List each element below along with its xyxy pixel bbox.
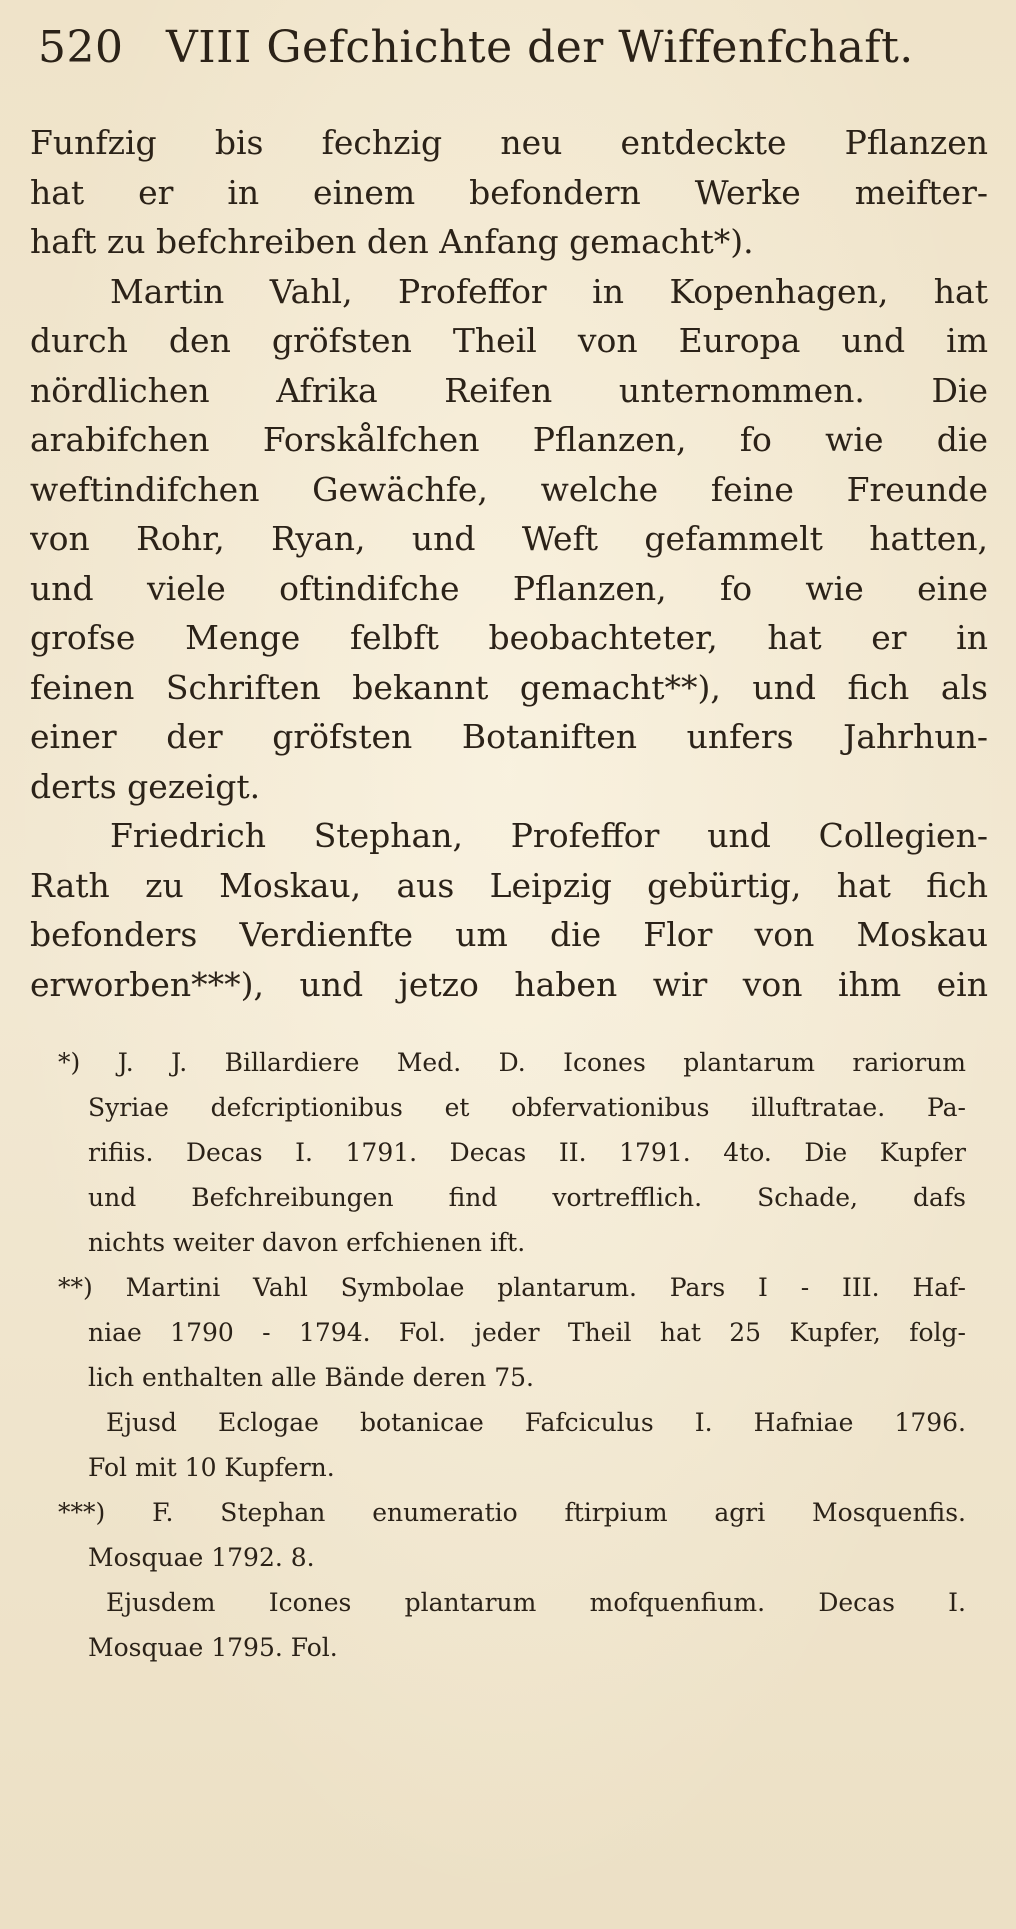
footnote-line: niae 1790 - 1794. Fol. jeder Theil hat 25 Kupfer, folg- [88,1318,966,1347]
text-line: einer der gröfsten Botaniften unfers Jahrhun- [30,717,988,756]
page-number: 520 [38,22,124,73]
text-line: erworben***), und jetzo haben wir von ihm ein [30,964,988,1004]
footnote-line: und Befchreibungen find vortrefflich. Schade, dafs [88,1183,966,1212]
text-line: Martin Vahl, Profeffor in Kopenhagen, hat [110,271,988,311]
footnote-line: nichts weiter davon erfchienen ift. [88,1228,526,1257]
text-line: derts gezeigt. [30,766,261,806]
text-line: Rath zu Moskau, aus Leipzig gebürtig, hat fich [30,865,988,905]
text-line: durch den gröfsten Theil von Europa und im [30,321,988,360]
text-line: arabifchen Forskålfchen Pflanzen, fo wie die [30,420,988,459]
footnote-line: lich enthalten alle Bände deren 75. [88,1363,534,1392]
text-line: Friedrich Stephan, Profeffor und Collegien- [110,816,988,855]
text-line: feinen Schriften bekannt gemacht**), und fich als [30,667,988,707]
footnote-line: Ejusdem Icones plantarum mofquenfium. Decas I. [106,1588,966,1617]
footnote-line: Mosquae 1795. Fol. [88,1633,338,1662]
page-title: VIII Gefchichte der Wiffenfchaft. [165,22,914,73]
text-line: hat er in einem befondern Werke meifter- [30,172,988,212]
text-line: Funfzig bis fechzig neu entdeckte Pflanzen [30,123,988,162]
footnote-line: rifiis. Decas I. 1791. Decas II. 1791. 4to. Die Kupfer [88,1138,966,1167]
text-line: weftindifchen Gewächfe, welche feine Freunde [30,469,988,509]
text-line: von Rohr, Ryan, und Weft gefammelt hatten, [30,519,988,558]
text-line: grofse Menge felbft beobachteter, hat er in [30,618,988,657]
footnote-line: Fol mit 10 Kupfern. [88,1453,335,1482]
text-line: und viele oftindifche Pflanzen, fo wie eine [30,568,988,608]
footnote-line: ***) F. Stephan enumeratio ftirpium agri Mosquenfis. [58,1498,966,1527]
footnote-line: Mosquae 1792. 8. [88,1543,315,1572]
running-header [38,22,978,82]
text-line: nördlichen Afrika Reifen unternommen. Die [30,370,988,410]
text-line: haft zu befchreiben den Anfang gemacht*). [30,222,754,261]
footnote-line: Syriae defcriptionibus et obfervationibus illuftratae. Pa- [88,1093,966,1122]
footnote-line: *) J. J. Billardiere Med. D. Icones plantarum rariorum [58,1048,966,1077]
footnote-line: **) Martini Vahl Symbolae plantarum. Pars I - III. Haf- [58,1273,966,1302]
main-text [30,118,988,1009]
footnote-line: Ejusd Eclogae botanicae Fafciculus I. Hafniae 1796. [106,1408,966,1437]
footnotes [48,1040,966,1670]
text-line: befonders Verdienfte um die Flor von Moskau [30,915,988,954]
